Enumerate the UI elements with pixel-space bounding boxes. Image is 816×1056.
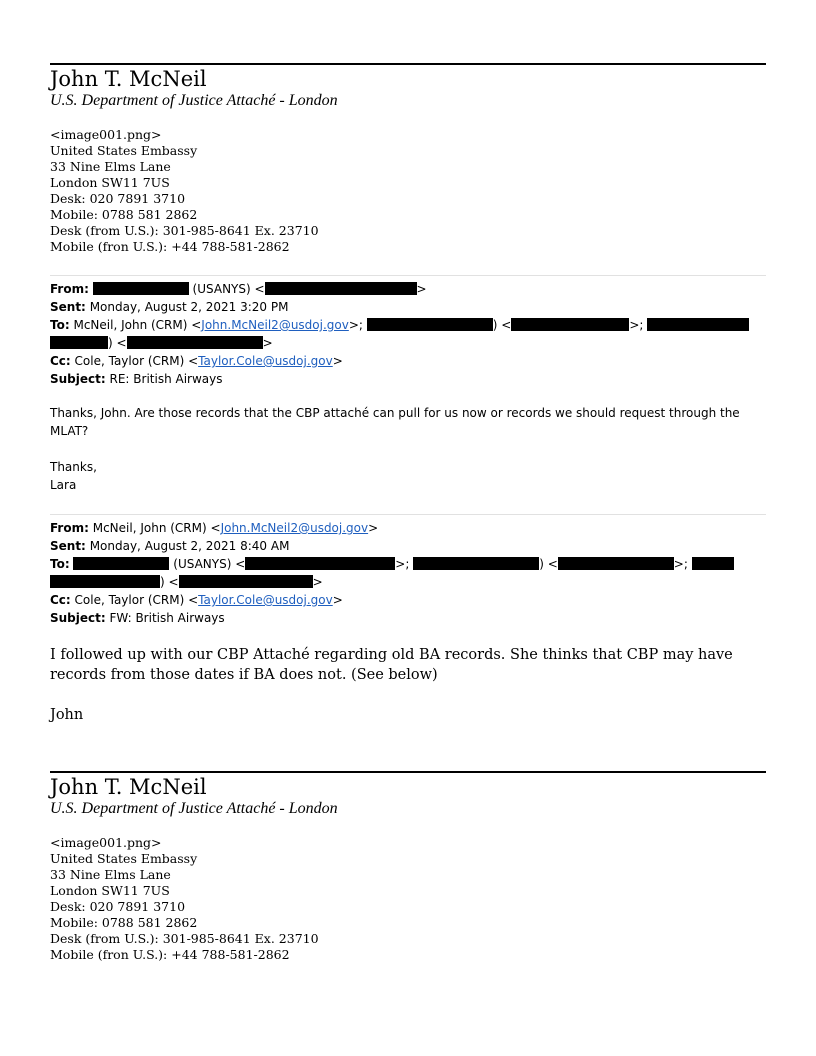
to-label: To: (50, 318, 70, 332)
to-separator: ) < (108, 336, 127, 350)
signature-line-mobile-us: Mobile (fron U.S.): +44 788-581-2862 (50, 239, 290, 254)
signature-block-top (50, 63, 766, 255)
cc-name: Cole, Taylor (CRM) < (74, 593, 199, 607)
sent-value: Monday, August 2, 2021 3:20 PM (89, 300, 289, 314)
subject-label: Subject: (50, 611, 106, 625)
subject-label: Subject: (50, 372, 106, 386)
signature-line-desk-us: Desk (from U.S.): 301-985-8641 Ex. 23710 (50, 223, 319, 238)
signature-image-placeholder: <image001.png> (50, 835, 162, 850)
from-label: From: (50, 282, 89, 296)
email-sent-row (50, 298, 766, 316)
email-signoff: Lara (50, 478, 77, 492)
redaction-box (50, 336, 108, 349)
email-header-1 (50, 275, 766, 388)
to-separator: ) < (160, 575, 179, 589)
cc-email-link[interactable]: Taylor.Cole@usdoj.gov (198, 354, 333, 368)
signature-line-desk-us: Desk (from U.S.): 301-985-8641 Ex. 23710 (50, 931, 319, 946)
to-label: To: (50, 557, 70, 571)
signature-lines (50, 127, 766, 255)
signature-line-mobile: Mobile: 0788 581 2862 (50, 915, 198, 930)
to-separator: >; (673, 557, 688, 571)
to-separator: ) < (539, 557, 558, 571)
email-to-row (50, 316, 766, 334)
signature-line-desk: Desk: 020 7891 3710 (50, 899, 186, 914)
cc-end: > (332, 593, 343, 607)
email-cc-row (50, 591, 766, 609)
to-email-link[interactable]: John.McNeil2@usdoj.gov (201, 318, 349, 332)
cc-name: Cole, Taylor (CRM) < (74, 354, 199, 368)
signature-lines (50, 835, 766, 963)
redaction-box (73, 557, 169, 570)
redaction-box (558, 557, 674, 570)
signature-block-bottom (50, 771, 766, 963)
redaction-box (265, 282, 417, 295)
subject-value: FW: British Airways (109, 611, 225, 625)
signature-image-placeholder: <image001.png> (50, 127, 162, 142)
email-cc-row (50, 352, 766, 370)
email-body-text: Thanks, John. Are those records that the CBP attaché can pull for us now or records we should request through the MLAT? (50, 406, 740, 438)
email-body-2 (50, 645, 766, 725)
signature-name: John T. McNeil (50, 67, 207, 91)
from-email-link[interactable]: John.McNeil2@usdoj.gov (220, 521, 369, 535)
signature-line-embassy: United States Embassy (50, 143, 198, 158)
from-end: > (368, 521, 379, 535)
to-separator: ) < (492, 318, 512, 332)
redaction-box (647, 318, 749, 331)
email-body-text: I followed up with our CBP Attaché regarding old BA records. She thinks that CBP may have records from those dates if BA does not. (See below) (50, 647, 733, 683)
cc-end: > (332, 354, 343, 368)
signature-line-desk: Desk: 020 7891 3710 (50, 191, 186, 206)
cc-label: Cc: (50, 354, 71, 368)
email-closing: Thanks, (50, 460, 97, 474)
email-subject-row (50, 609, 766, 627)
signature-line-street: 33 Nine Elms Lane (50, 159, 171, 174)
signature-line-mobile: Mobile: 0788 581 2862 (50, 207, 198, 222)
signature-line-city: London SW11 7US (50, 175, 170, 190)
email-subject-row (50, 370, 766, 388)
from-end: > (416, 282, 427, 296)
email-signoff: John (50, 707, 84, 723)
redaction-box (50, 575, 160, 588)
email-header-2 (50, 514, 766, 627)
to-separator: >; (348, 318, 363, 332)
to-separator: >; (395, 557, 410, 571)
email-from-row (50, 519, 766, 537)
from-label: From: (50, 521, 89, 535)
redaction-box (413, 557, 539, 570)
signature-line-embassy: United States Embassy (50, 851, 198, 866)
email-body-1 (50, 404, 766, 494)
redaction-box (179, 575, 313, 588)
email-from-row (50, 280, 766, 298)
redaction-box (511, 318, 629, 331)
to-end: > (312, 575, 323, 589)
redaction-box (93, 282, 189, 295)
email-sent-row (50, 537, 766, 555)
email-to-row-continued (50, 573, 766, 591)
cc-email-link[interactable]: Taylor.Cole@usdoj.gov (198, 593, 333, 607)
to-name: McNeil, John (CRM) < (73, 318, 202, 332)
to-end: > (262, 336, 273, 350)
to-separator: >; (629, 318, 644, 332)
signature-name: John T. McNeil (50, 775, 207, 799)
subject-value: RE: British Airways (109, 372, 223, 386)
signature-title: U.S. Department of Justice Attaché - London (50, 800, 338, 817)
email-to-row-continued (50, 334, 766, 352)
from-suffix: (USANYS) < (188, 282, 265, 296)
to-separator: (USANYS) < (169, 557, 246, 571)
signature-line-city: London SW11 7US (50, 883, 170, 898)
cc-label: Cc: (50, 593, 71, 607)
redaction-box (245, 557, 395, 570)
redaction-box (692, 557, 734, 570)
sent-value: Monday, August 2, 2021 8:40 AM (89, 539, 290, 553)
email-to-row (50, 555, 766, 573)
sent-label: Sent: (50, 539, 86, 553)
signature-title: U.S. Department of Justice Attaché - London (50, 92, 338, 109)
sent-label: Sent: (50, 300, 86, 314)
redaction-box (127, 336, 263, 349)
signature-line-mobile-us: Mobile (fron U.S.): +44 788-581-2862 (50, 947, 290, 962)
from-name: McNeil, John (CRM) < (92, 521, 221, 535)
signature-line-street: 33 Nine Elms Lane (50, 867, 171, 882)
redaction-box (367, 318, 493, 331)
